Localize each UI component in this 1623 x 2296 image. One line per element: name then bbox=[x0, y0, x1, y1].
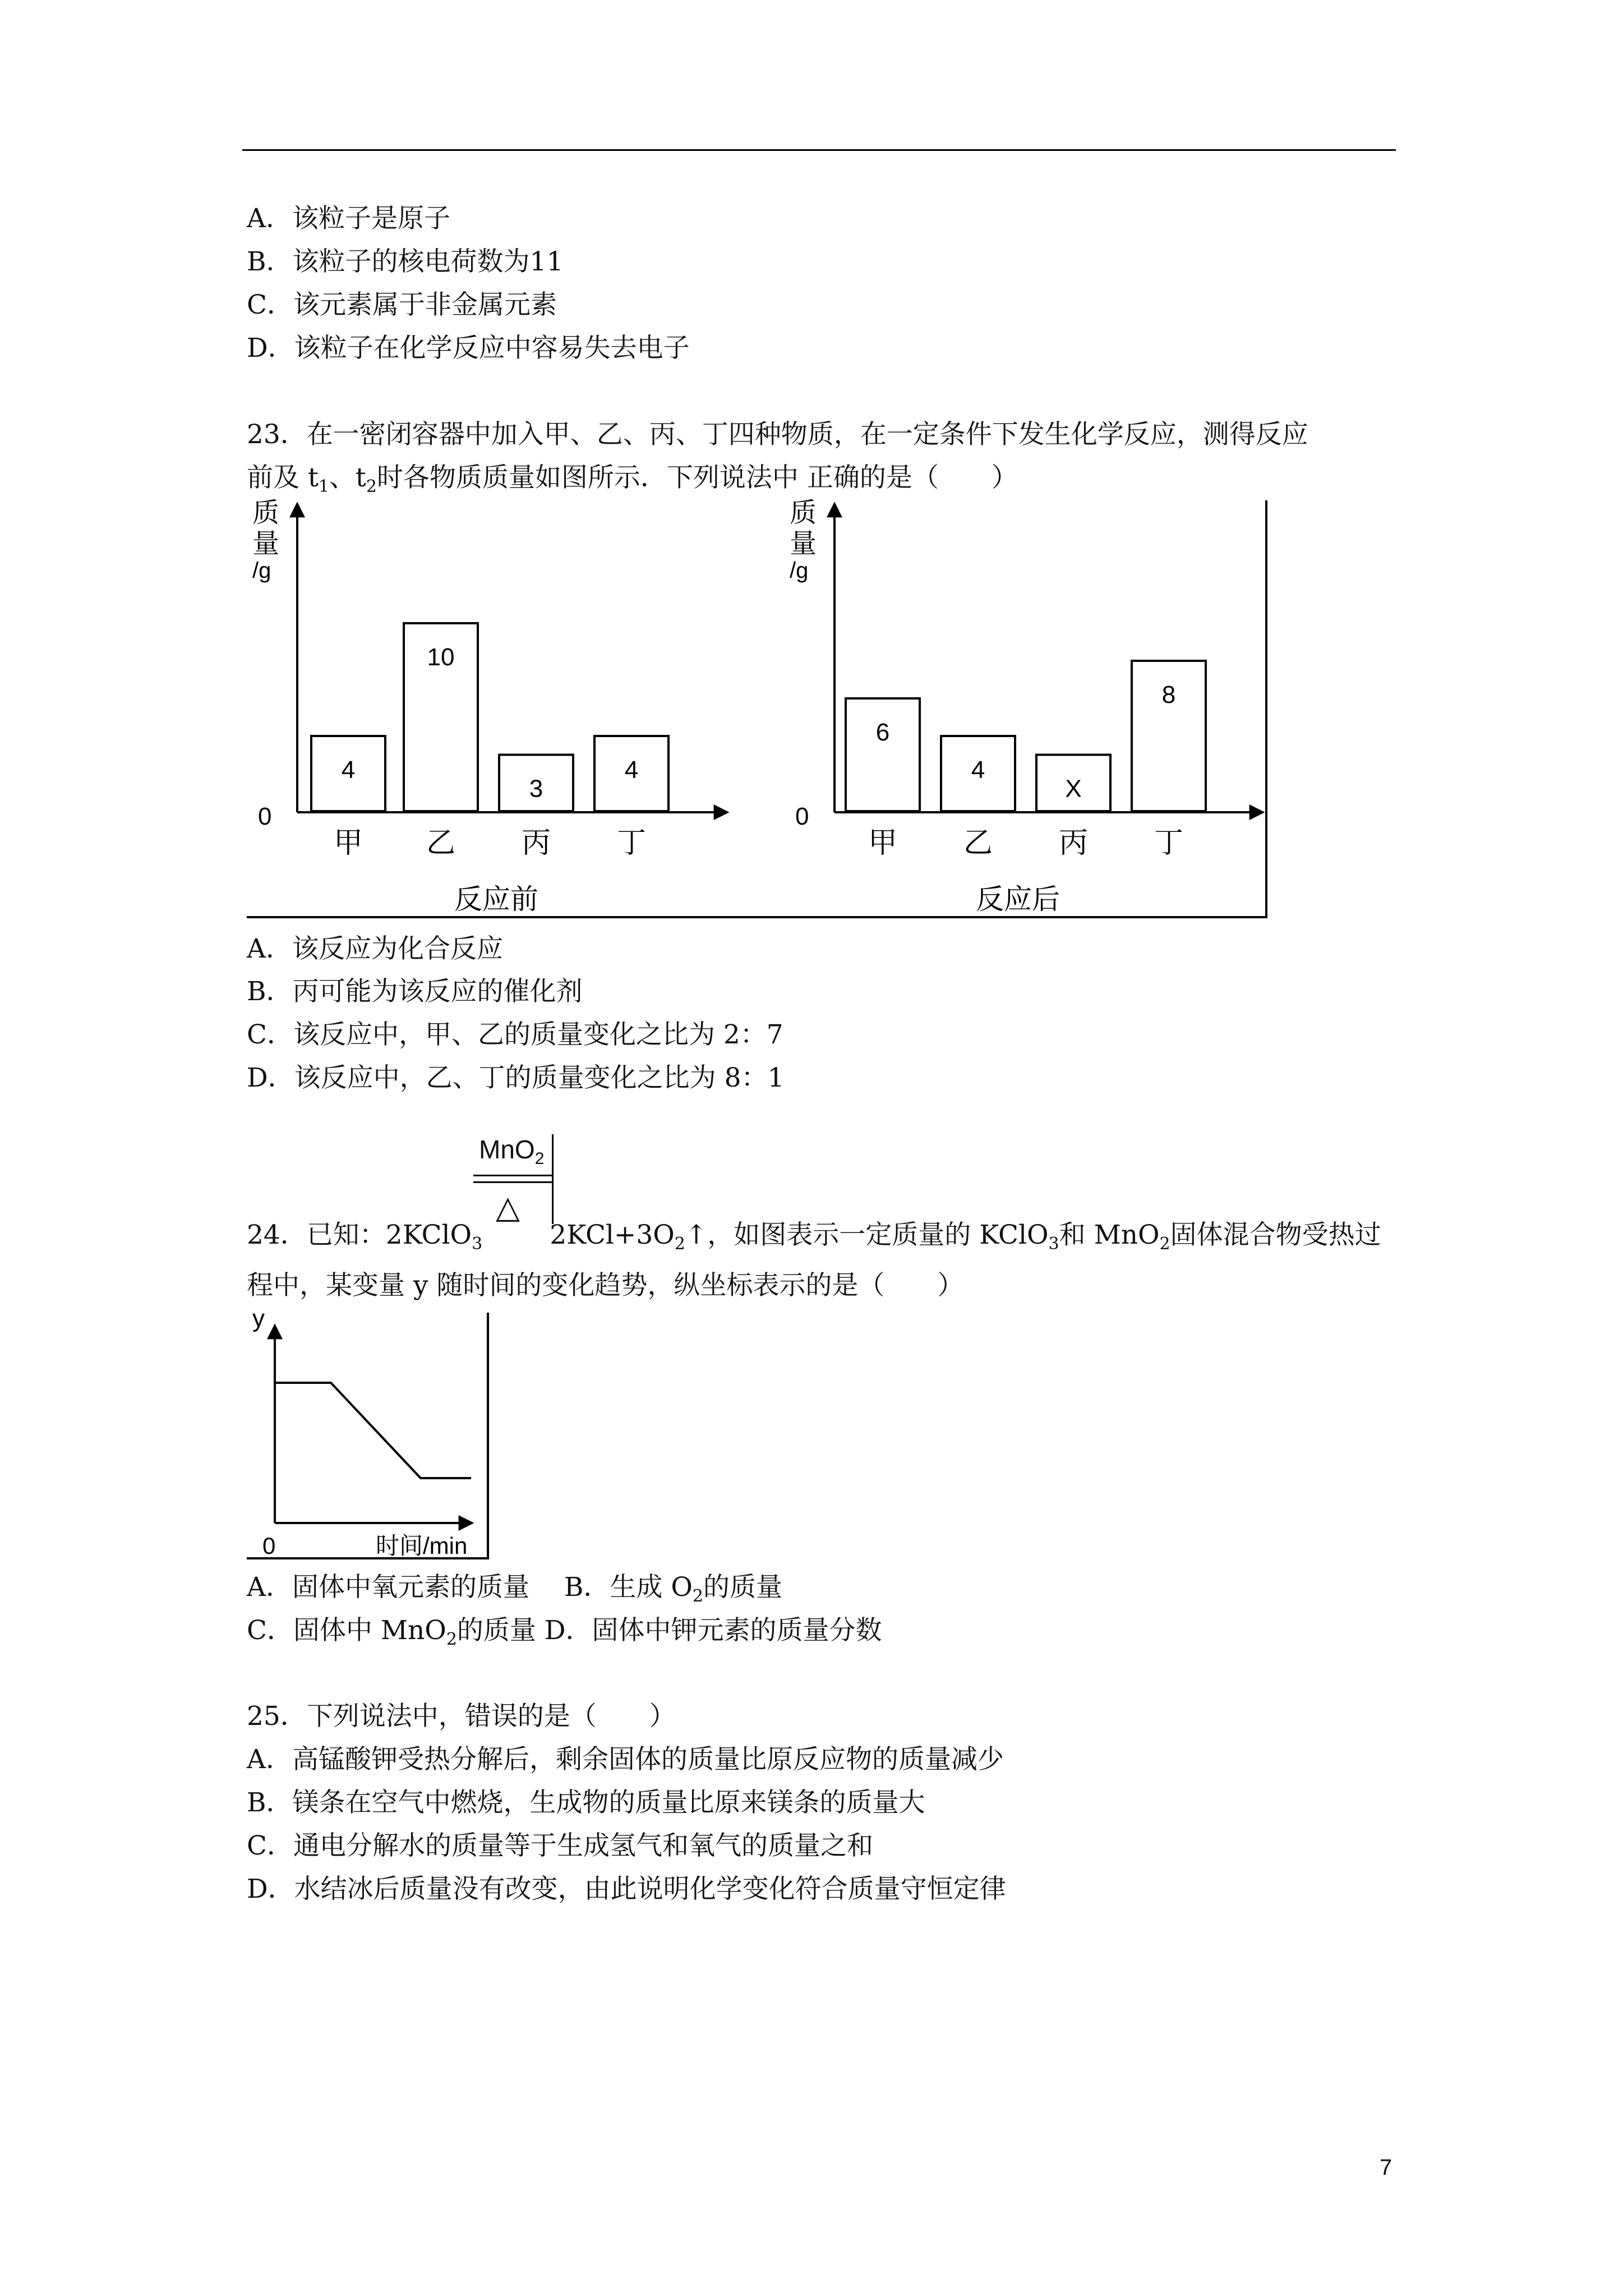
q22-option-b: B．该粒子的核电荷数为11 bbox=[247, 246, 564, 277]
reaction-bar-vertical bbox=[552, 1134, 554, 1224]
category-label: 乙 bbox=[963, 827, 993, 859]
bar-value-label: 4 bbox=[624, 756, 639, 784]
category-label: 甲 bbox=[868, 827, 898, 859]
q24-stem-line1: 24．已知：2KClO$_3$ $2KCl+3O_2↑$，如图表示一定质量的 KClO$_3$和 MnO$_2$固体混合物受热过 bbox=[247, 1220, 1381, 1254]
bar-value-label: 4 bbox=[971, 756, 985, 784]
bar-value-label: X bbox=[1065, 775, 1082, 803]
bar-甲 bbox=[846, 698, 920, 811]
bar-value-label: 6 bbox=[875, 719, 890, 746]
bar-value-label: 10 bbox=[427, 643, 455, 671]
chart1-ylabel-1: 质 bbox=[252, 498, 280, 528]
reaction-bar-top bbox=[473, 1175, 552, 1176]
q23-option-b: B．丙可能为该反应的催化剂 bbox=[247, 976, 583, 1007]
q24-stem-line2: 程中，某变量 y 随时间的变化趋势，纵坐标表示的是（ ） bbox=[247, 1270, 964, 1301]
reaction-bar-bottom bbox=[473, 1181, 552, 1183]
bar-value-label: 4 bbox=[341, 756, 356, 784]
chart1-bars bbox=[311, 623, 668, 859]
chart3-series-line bbox=[275, 1383, 471, 1478]
category-label: 丁 bbox=[616, 827, 647, 859]
q22-option-c: C．该元素属于非金属元素 bbox=[247, 289, 557, 320]
q24-options-row2: C．固体中 MnO$_2$的质量 D．固体中钾元素的质量分数 bbox=[247, 1615, 882, 1649]
q23-option-a: A．该反应为化合反应 bbox=[247, 933, 503, 964]
q23-bar-charts bbox=[247, 494, 1273, 931]
category-label: 丙 bbox=[1058, 827, 1089, 859]
chart2-title: 反应后 bbox=[976, 884, 1060, 915]
q25-stem: 25．下列说法中，错误的是（ ） bbox=[247, 1701, 676, 1732]
category-label: 丙 bbox=[521, 827, 551, 859]
category-label: 丁 bbox=[1154, 827, 1184, 859]
q25-option-d: D．水结冰后质量没有改变，由此说明化学变化符合质量守恒定律 bbox=[247, 1874, 1006, 1904]
q23-stem-line1: 23．在一密闭容器中加入甲、乙、丙、丁四种物质，在一定条件下发生化学反应，测得反应 bbox=[247, 419, 1308, 450]
q24-line-chart bbox=[247, 1301, 505, 1559]
chart1-origin: 0 bbox=[258, 803, 272, 830]
chart2-bars bbox=[846, 661, 1206, 859]
heat-symbol: △ bbox=[496, 1189, 520, 1226]
chart2-ylabel-3: /g bbox=[790, 558, 809, 583]
q25-option-c: C．通电分解水的质量等于生成氢气和氧气的质量之和 bbox=[247, 1830, 873, 1861]
bar-value-label: 3 bbox=[529, 775, 543, 803]
chart2-ylabel-2: 量 bbox=[790, 529, 817, 559]
chart1-title: 反应前 bbox=[454, 884, 538, 915]
category-label: 甲 bbox=[333, 827, 363, 859]
chart3-ylabel: y bbox=[252, 1305, 265, 1332]
q23-option-d: D．该反应中，乙、丁的质量变化之比为 8：1 bbox=[247, 1062, 785, 1093]
q25-option-a: A．高锰酸钾受热分解后，剩余固体的质量比原反应物的质量减少 bbox=[247, 1744, 1004, 1775]
chart2-origin: 0 bbox=[795, 803, 809, 830]
bar-value-label: 8 bbox=[1161, 681, 1176, 708]
chart1-ylabel-3: /g bbox=[252, 558, 271, 583]
q23-stem-line2: 前及 $t_1$、$t_2$时各物质质量如图所示．下列说法中 正确的是（ ） bbox=[247, 462, 1018, 496]
q22-option-d: D．该粒子在化学反应中容易失去电子 bbox=[247, 333, 690, 364]
header-rule bbox=[242, 149, 1396, 151]
catalyst-label: MnO$_2$ bbox=[479, 1135, 545, 1168]
chart3-origin: 0 bbox=[262, 1533, 276, 1559]
chart2-ylabel-1: 质 bbox=[790, 498, 817, 528]
q24-options-row1: A．固体中氧元素的质量 B．生成 $O_2$的质量 bbox=[247, 1572, 782, 1606]
q23-option-c: C．该反应中，甲、乙的质量变化之比为 2：7 bbox=[247, 1019, 783, 1050]
q24-reaction-condition bbox=[473, 1134, 552, 1224]
page-number: 7 bbox=[1380, 2155, 1393, 2180]
q25-option-b: B．镁条在空气中燃烧，生成物的质量比原来镁条的质量大 bbox=[247, 1787, 925, 1818]
category-label: 乙 bbox=[426, 827, 456, 859]
chart3-xlabel: 时间/min bbox=[376, 1533, 468, 1559]
chart1-ylabel-2: 量 bbox=[252, 529, 280, 559]
q22-option-a: A．该粒子是原子 bbox=[247, 203, 450, 234]
